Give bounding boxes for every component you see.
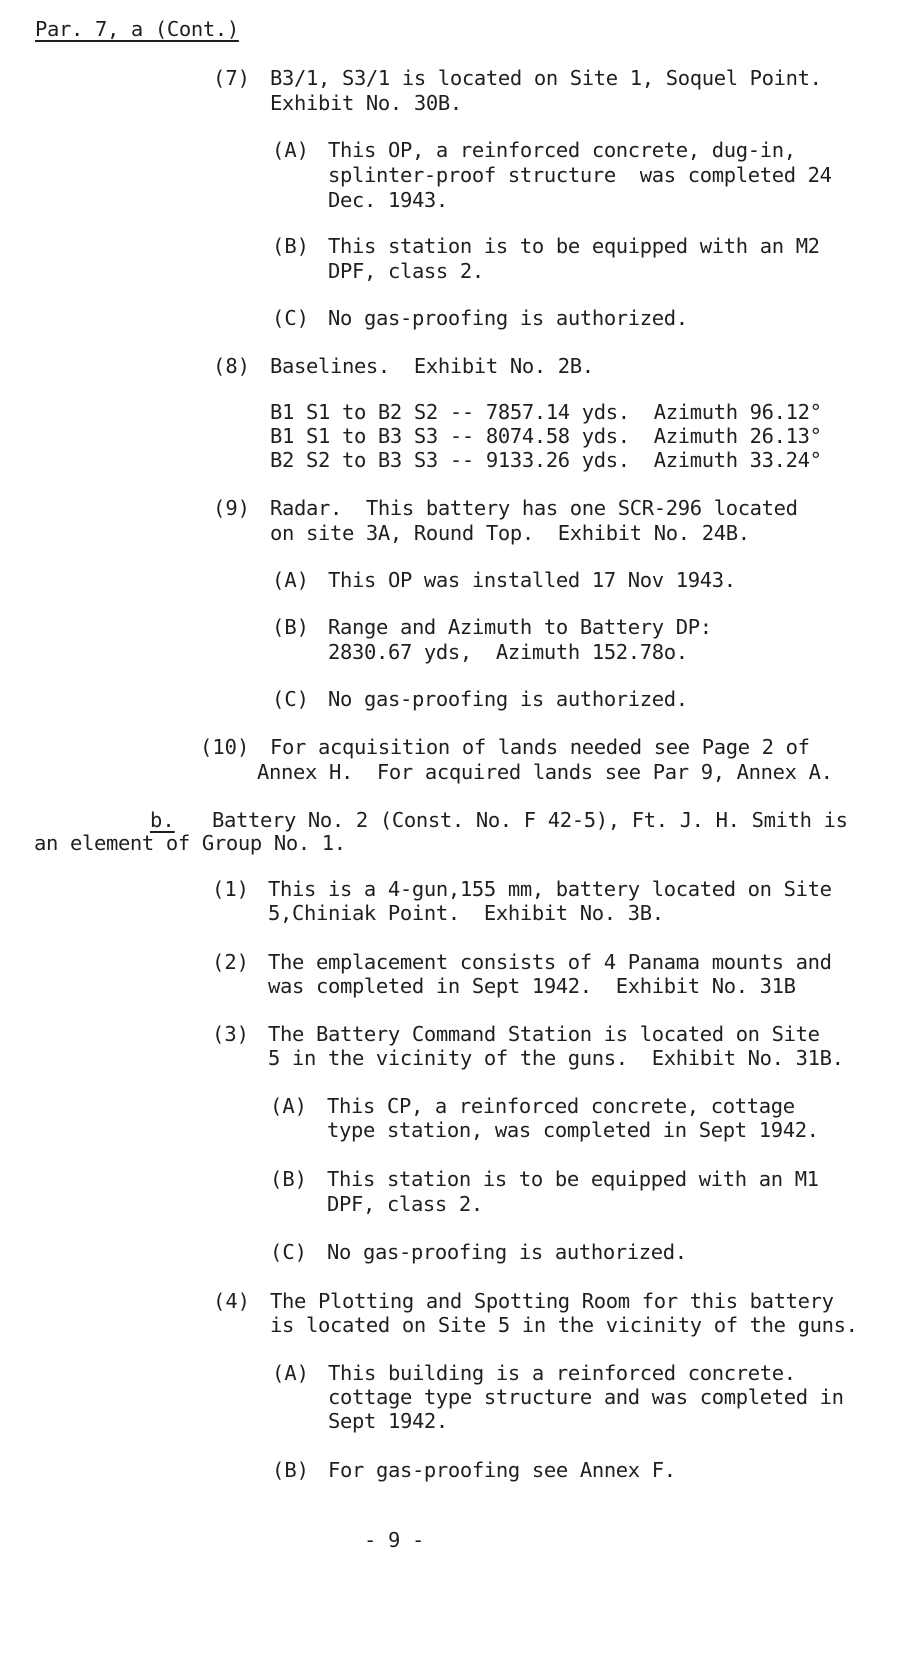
item-b3-line-1: The Battery Command Station is located on Site — [268, 1022, 820, 1046]
item-b4b-line-1: For gas-proofing see Annex F. — [328, 1458, 676, 1482]
item-b-label: b. — [150, 808, 175, 832]
item-7a-line-1: This OP, a reinforced concrete, dug-in, — [328, 138, 796, 162]
item-b3-number: (3) — [212, 1022, 250, 1046]
item-7c-number: (C) — [272, 306, 310, 330]
item-b4b-number: (B) — [272, 1458, 310, 1482]
item-9b-number: (B) — [272, 615, 310, 639]
item-b1-line-1: This is a 4-gun,155 mm, battery located on Site — [268, 877, 832, 901]
item-b3b-line-1: This station is to be equipped with an M1 — [327, 1167, 819, 1191]
item-9-number: (9) — [213, 496, 251, 520]
section-header: Par. 7, a (Cont.) — [35, 17, 239, 41]
item-8-line-1: Baselines. Exhibit No. 2B. — [270, 354, 594, 378]
item-8-number: (8) — [213, 354, 251, 378]
item-b1-number: (1) — [212, 877, 250, 901]
item-b4-number: (4) — [213, 1289, 251, 1313]
item-b-line-1: Battery No. 2 (Const. No. F 42-5), Ft. J. H. Smith is — [212, 808, 848, 832]
item-9c-line-1: No gas-proofing is authorized. — [328, 687, 688, 711]
item-b3a-number: (A) — [270, 1094, 308, 1118]
item-b4-line-1: The Plotting and Spotting Room for this battery — [270, 1289, 834, 1313]
item-9-line-1: Radar. This battery has one SCR-296 located — [270, 496, 798, 520]
item-9c-number: (C) — [272, 687, 310, 711]
item-10-line-2: Annex H. For acquired lands see Par 9, Annex A. — [257, 760, 833, 784]
item-b4a-number: (A) — [272, 1361, 310, 1385]
item-7b-line-2: DPF, class 2. — [328, 259, 484, 283]
item-b4a-line-3: Sept 1942. — [328, 1409, 448, 1433]
item-b2-line-2: was completed in Sept 1942. Exhibit No. 31B — [268, 974, 796, 998]
item-b4a-line-2: cottage type structure and was completed in — [328, 1385, 844, 1409]
baseline-row-1: B1 S1 to B2 S2 -- 7857.14 yds. Azimuth 96.12° — [270, 400, 822, 424]
item-7-line-2: Exhibit No. 30B. — [270, 91, 462, 115]
item-7a-number: (A) — [272, 138, 310, 162]
item-7-line-1: B3/1, S3/1 is located on Site 1, Soquel Point. — [270, 66, 822, 90]
item-7b-number: (B) — [272, 234, 310, 258]
item-b2-number: (2) — [212, 950, 250, 974]
item-7a-line-2: splinter-proof structure was completed 24 — [328, 163, 832, 187]
item-7a-line-3: Dec. 1943. — [328, 188, 448, 212]
item-9b-line-2: 2830.67 yds, Azimuth 152.78o. — [328, 640, 688, 664]
item-9-line-2: on site 3A, Round Top. Exhibit No. 24B. — [270, 521, 750, 545]
page-number: - 9 - — [364, 1528, 424, 1552]
item-b3-line-2: 5 in the vicinity of the guns. Exhibit No. 31B. — [268, 1046, 844, 1070]
item-b3c-line-1: No gas-proofing is authorized. — [327, 1240, 687, 1264]
item-9a-line-1: This OP was installed 17 Nov 1943. — [328, 568, 736, 592]
item-b3a-line-1: This CP, a reinforced concrete, cottage — [327, 1094, 795, 1118]
item-9a-number: (A) — [272, 568, 310, 592]
item-b3a-line-2: type station, was completed in Sept 1942. — [327, 1118, 819, 1142]
item-b1-line-2: 5,Chiniak Point. Exhibit No. 3B. — [268, 901, 664, 925]
item-b-line-2: an element of Group No. 1. — [34, 831, 346, 855]
item-b3c-number: (C) — [270, 1240, 308, 1264]
item-7-number: (7) — [213, 66, 251, 90]
item-b4a-line-1: This building is a reinforced concrete. — [328, 1361, 796, 1385]
baseline-row-2: B1 S1 to B3 S3 -- 8074.58 yds. Azimuth 26.13° — [270, 424, 822, 448]
item-b2-line-1: The emplacement consists of 4 Panama mounts and — [268, 950, 832, 974]
item-10-number: (10) — [200, 735, 250, 759]
item-b3b-line-2: DPF, class 2. — [327, 1192, 483, 1216]
item-b4-line-2: is located on Site 5 in the vicinity of the guns. — [270, 1313, 858, 1337]
item-7b-line-1: This station is to be equipped with an M2 — [328, 234, 820, 258]
item-7c-line-1: No gas-proofing is authorized. — [328, 306, 688, 330]
item-9b-line-1: Range and Azimuth to Battery DP: — [328, 615, 712, 639]
item-b3b-number: (B) — [270, 1167, 308, 1191]
baseline-row-3: B2 S2 to B3 S3 -- 9133.26 yds. Azimuth 33.24° — [270, 448, 822, 472]
item-10-line-1: For acquisition of lands needed see Page 2 of — [270, 735, 810, 759]
